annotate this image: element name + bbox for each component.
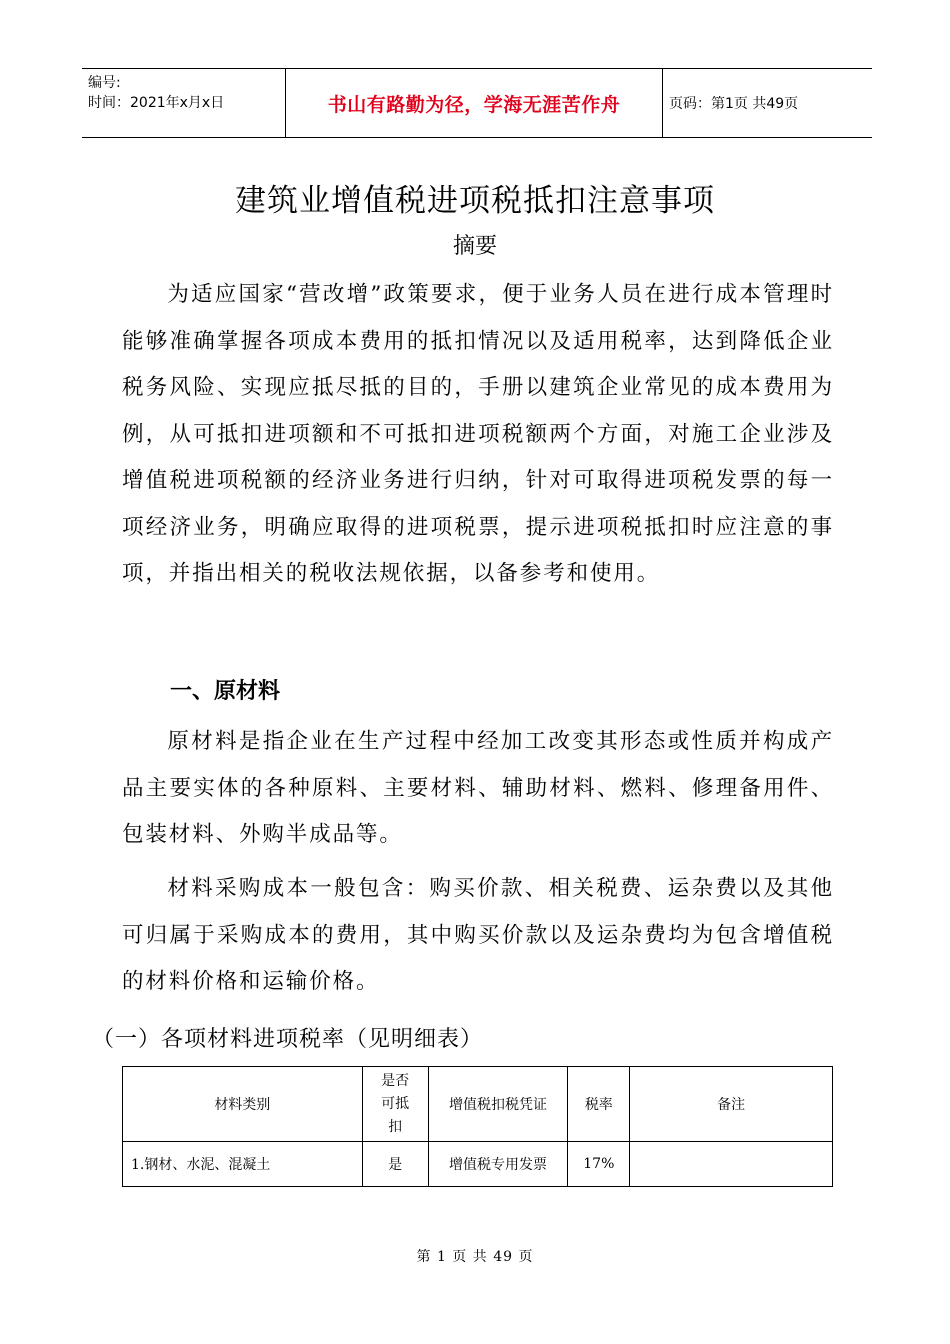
abstract-heading: 摘要 xyxy=(452,234,497,259)
procurement-cost-paragraph xyxy=(122,866,834,1006)
page-footer: 第 1 页 共 49 页 xyxy=(416,1249,534,1265)
page-header xyxy=(82,68,872,138)
header-meta xyxy=(88,73,284,113)
header-deductible-line2: 可抵 xyxy=(381,1095,410,1112)
header-voucher: 增值税扣税凭证 xyxy=(428,1067,568,1142)
section-heading-raw-materials: 一、原材料 xyxy=(170,679,281,704)
abstract-paragraph xyxy=(122,272,834,598)
header-note: 备注 xyxy=(630,1067,833,1142)
abstract-text: 为适应国家“营改增”政策要求，便于业务人员在进行成本管理时能够准确掌握各项成本费用的抵扣情况以及适用税率，达到降低企业税务风险、实现应抵尽抵的目的，手册以建筑企业常见的成本费用为例，从可抵扣进项额和不可抵扣进项税额两个方面，对施工企业涉及增值税进项税额的经济业务进行归纳，针对可取得进项税发票的每一项经济业务，明确应取得的进项税票，提示进项税抵扣时应注意的事项，并指出相关的税收法规依据，以备参考和使用。 xyxy=(122,282,834,586)
header-deductible xyxy=(362,1067,428,1142)
cell-note xyxy=(630,1142,833,1187)
table-row xyxy=(123,1142,833,1187)
header-category: 材料类别 xyxy=(123,1067,363,1142)
procurement-cost-text: 材料采购成本一般包含：购买价款、相关税费、运杂费以及其他可归属于采购成本的费用，其中购买价款以及运杂费均为包含增值税的材料价格和运输价格。 xyxy=(122,876,834,994)
raw-materials-definition xyxy=(122,719,834,859)
document-title: 建筑业增值税进项税抵扣注意事项 xyxy=(235,183,715,219)
cell-voucher: 增值税专用发票 xyxy=(428,1142,568,1187)
document-number-label: 编号: xyxy=(88,75,121,91)
header-page-info: 页码：第1页 共49页 xyxy=(669,96,799,112)
subsection-heading-rates: （一）各项材料进项税率（见明细表） xyxy=(92,1027,484,1052)
document-time-label: 时间：2021年x月x日 xyxy=(88,95,225,111)
header-deductible-line3: 扣 xyxy=(388,1118,403,1135)
cell-category: 1.钢材、水泥、混凝土 xyxy=(123,1142,363,1187)
header-rate: 税率 xyxy=(568,1067,630,1142)
cell-rate: 17% xyxy=(568,1142,630,1187)
raw-materials-definition-text: 原材料是指企业在生产过程中经加工改变其形态或性质并构成产品主要实体的各种原料、主要材料、辅助材料、燃料、修理备用件、包装材料、外购半成品等。 xyxy=(122,729,834,847)
cell-deductible: 是 xyxy=(362,1142,428,1187)
material-rate-table xyxy=(122,1066,833,1187)
header-deductible-line1: 是否 xyxy=(381,1072,410,1089)
header-slogan: 书山有路勤为径，学海无涯苦作舟 xyxy=(285,69,663,137)
table-header-row xyxy=(123,1067,833,1142)
